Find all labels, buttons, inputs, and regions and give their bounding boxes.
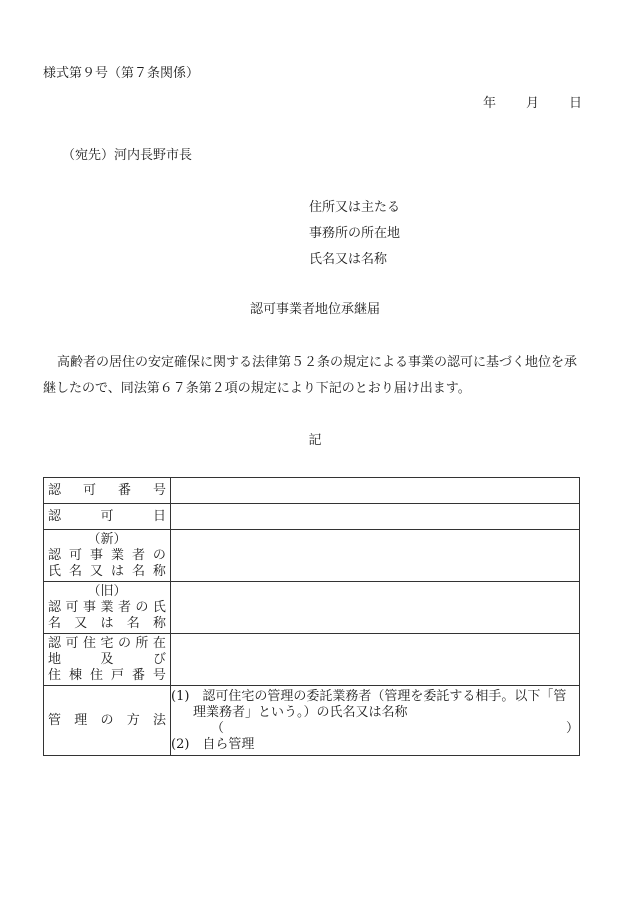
permit-number-field[interactable] bbox=[171, 478, 580, 504]
label-char: 可 bbox=[68, 547, 82, 563]
date-month-label: 月 bbox=[525, 96, 539, 111]
label-char: 氏 bbox=[48, 563, 62, 579]
applicant-name-label: 氏名又は名称 bbox=[309, 252, 388, 267]
management-option-1[interactable]: (1) 認可住宅の管理の委託業務者（管理を委託する相手。以下「管 bbox=[171, 688, 567, 704]
table-row bbox=[44, 478, 580, 504]
label-char: 認 bbox=[48, 547, 62, 563]
label-char: 称 bbox=[152, 563, 166, 579]
table-row bbox=[44, 634, 580, 686]
label-housing-location bbox=[44, 634, 171, 686]
label-char: 者 bbox=[131, 547, 145, 563]
management-option-1-cont: 理業務者」という。）の氏名又は名称 bbox=[193, 704, 408, 720]
label-char: 可 bbox=[82, 482, 96, 498]
label-char: 日 bbox=[152, 508, 166, 524]
permit-date-field[interactable] bbox=[171, 504, 580, 530]
label-char: 可 bbox=[65, 599, 79, 615]
label-char: 認 bbox=[48, 508, 62, 524]
document-title: 認可事業者地位承継届 bbox=[249, 302, 380, 317]
label-char: 地 bbox=[48, 651, 62, 667]
ki-heading: 記 bbox=[308, 433, 322, 448]
label-chars bbox=[48, 483, 166, 499]
label-char: 番 bbox=[117, 482, 131, 498]
date-year-label: 年 bbox=[482, 96, 496, 111]
label-char: 認 bbox=[48, 599, 62, 615]
label-char: 号 bbox=[152, 482, 166, 498]
label-permit-date bbox=[44, 504, 171, 530]
label-char: の bbox=[152, 547, 166, 563]
label-char: 法 bbox=[152, 712, 166, 728]
paren-open: （ bbox=[211, 720, 225, 736]
table-row bbox=[44, 686, 580, 756]
management-method-cell bbox=[171, 686, 580, 756]
label-char: の bbox=[135, 599, 149, 615]
table-row bbox=[44, 530, 580, 582]
label-char: 者 bbox=[117, 599, 131, 615]
label-chars bbox=[48, 713, 166, 729]
label-new-operator bbox=[44, 530, 171, 582]
label-char: 名 bbox=[126, 615, 140, 631]
date-line bbox=[483, 97, 582, 110]
management-contractor-field[interactable] bbox=[171, 721, 579, 737]
label-char: 又 bbox=[74, 615, 88, 631]
label-char: は bbox=[100, 615, 114, 631]
label-char: 住 bbox=[48, 667, 62, 683]
label-char: 名 bbox=[131, 563, 145, 579]
label-char: 業 bbox=[100, 599, 114, 615]
detail-table bbox=[43, 477, 580, 756]
label-chars bbox=[48, 600, 166, 616]
label-chars bbox=[48, 652, 166, 668]
label-chars bbox=[48, 636, 166, 652]
label-char: 方 bbox=[126, 712, 140, 728]
addressee: （宛先）河内長野市長 bbox=[62, 148, 193, 163]
label-char: 事 bbox=[82, 599, 96, 615]
label-char: 氏 bbox=[152, 599, 166, 615]
label-char: 号 bbox=[152, 667, 166, 683]
paren-close: ） bbox=[565, 720, 579, 736]
label-char: 又 bbox=[89, 563, 103, 579]
label-char: 可 bbox=[65, 635, 79, 651]
table-row bbox=[44, 582, 580, 634]
label-char: 及 bbox=[100, 651, 114, 667]
label-char: の bbox=[117, 635, 131, 651]
label-char: 業 bbox=[110, 547, 124, 563]
body-text: 高齢者の居住の安定確保に関する法律第５２条の規定による事業の認可に基づく地位を承継したので、同法第６７条第２項の規定により下記のとおり届け出ます。 bbox=[43, 355, 578, 396]
new-operator-field[interactable] bbox=[171, 530, 580, 582]
old-tag: （旧） bbox=[87, 583, 127, 599]
label-char: 事 bbox=[89, 547, 103, 563]
label-char: 住 bbox=[82, 635, 96, 651]
label-char: 可 bbox=[100, 508, 114, 524]
label-char: 名 bbox=[68, 563, 82, 579]
date-day-label: 日 bbox=[568, 96, 582, 111]
label-chars bbox=[48, 616, 166, 632]
label-char: 宅 bbox=[100, 635, 114, 651]
label-char: 住 bbox=[89, 667, 103, 683]
label-char: 在 bbox=[152, 635, 166, 651]
applicant-address-label-1: 住所又は主たる bbox=[309, 200, 401, 215]
management-option-2[interactable]: (2) 自ら管理 bbox=[171, 736, 255, 752]
applicant-address-label-2: 事務所の所在地 bbox=[309, 226, 401, 241]
label-chars bbox=[48, 509, 166, 525]
label-char: は bbox=[110, 563, 124, 579]
label-char: 管 bbox=[48, 712, 62, 728]
label-chars bbox=[48, 548, 166, 564]
label-char: び bbox=[152, 651, 166, 667]
label-char: 称 bbox=[152, 615, 166, 631]
label-char: 認 bbox=[48, 635, 62, 651]
label-char: 認 bbox=[48, 482, 62, 498]
label-char: 理 bbox=[74, 712, 88, 728]
label-chars bbox=[48, 668, 166, 684]
new-tag: （新） bbox=[87, 531, 127, 547]
label-chars bbox=[48, 564, 166, 580]
label-char: 戸 bbox=[110, 667, 124, 683]
table-row bbox=[44, 504, 580, 530]
housing-location-field[interactable] bbox=[171, 634, 580, 686]
label-char: 番 bbox=[131, 667, 145, 683]
old-operator-field[interactable] bbox=[171, 582, 580, 634]
label-char: 所 bbox=[135, 635, 149, 651]
label-management-method bbox=[44, 686, 171, 756]
label-old-operator bbox=[44, 582, 171, 634]
form-number: 様式第９号（第７条関係） bbox=[43, 66, 200, 81]
label-char: 名 bbox=[48, 615, 62, 631]
label-char: の bbox=[100, 712, 114, 728]
label-permit-number bbox=[44, 478, 171, 504]
label-char: 棟 bbox=[68, 667, 82, 683]
